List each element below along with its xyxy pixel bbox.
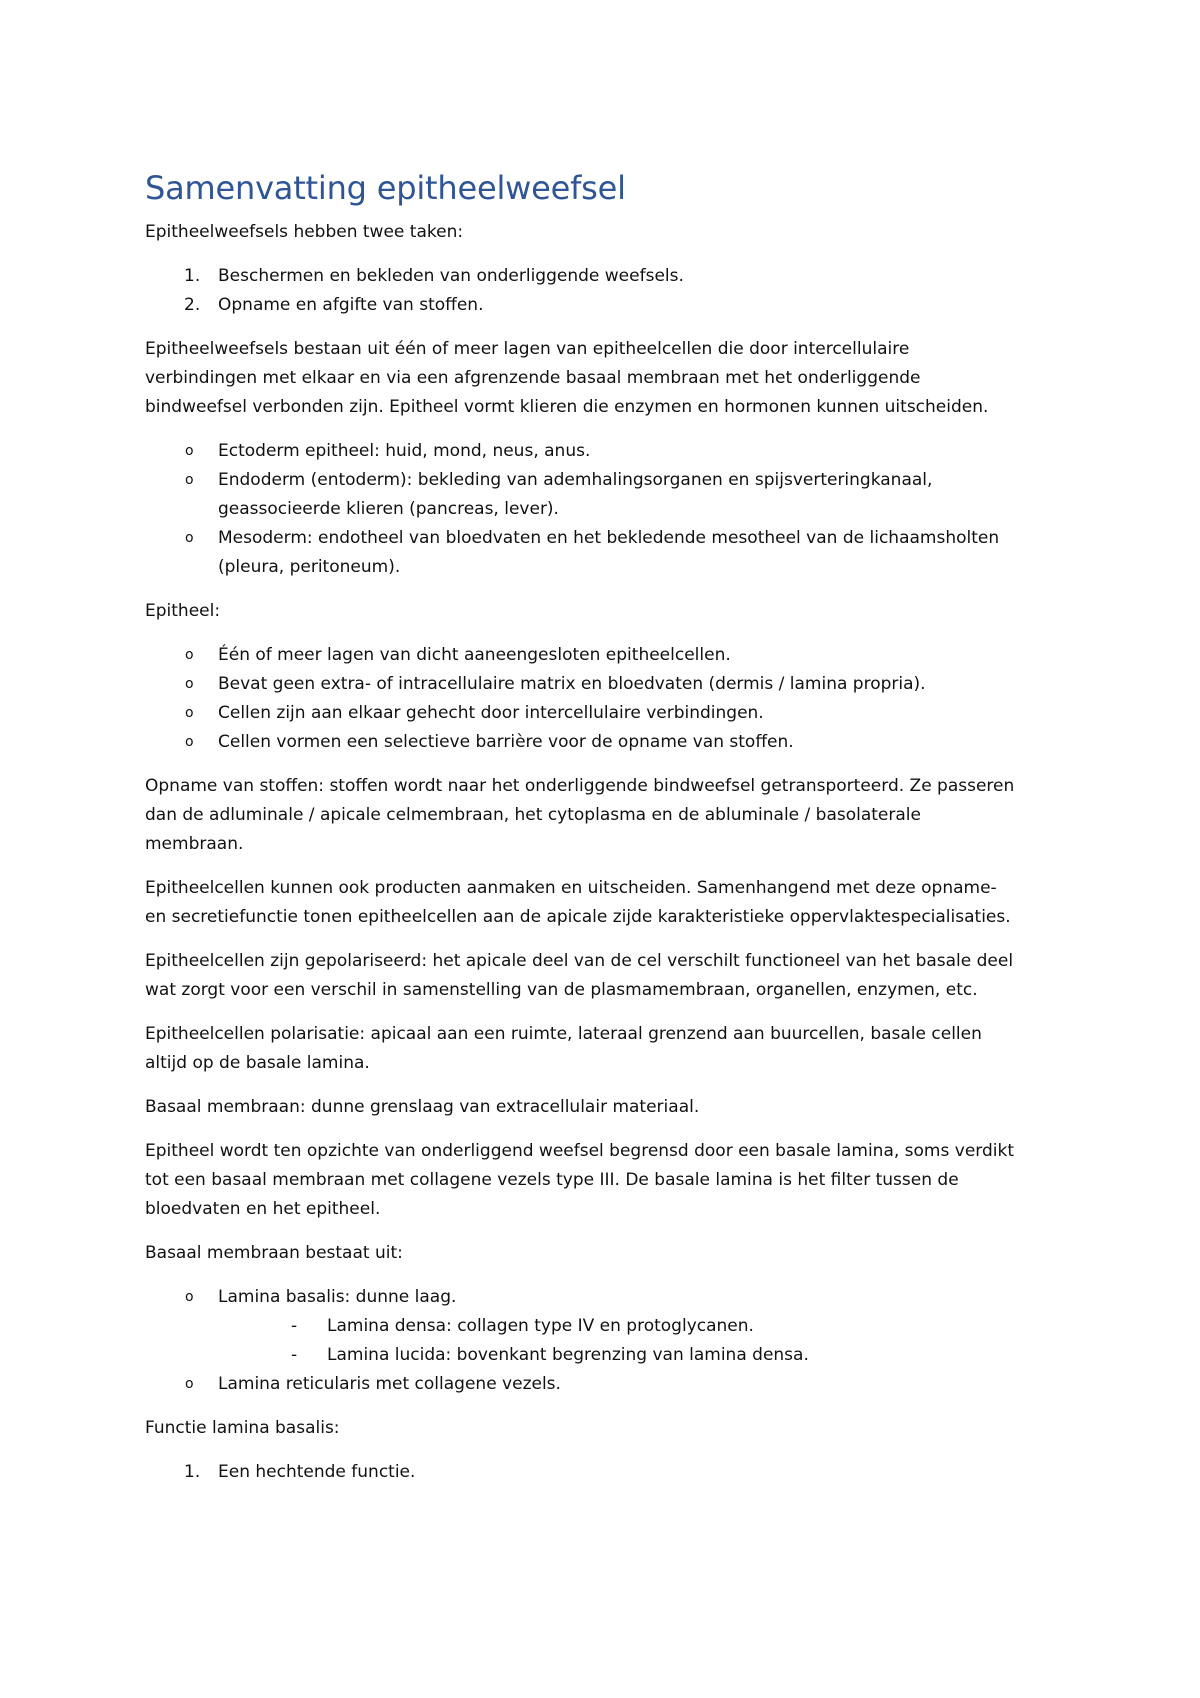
list-item-text: Lamina densa: collagen type IV en protoglycanen. (327, 1316, 754, 1336)
bullet-icon: o (185, 647, 194, 663)
list-item-text: Opname en afgifte van stoffen. (218, 295, 484, 315)
list-item (145, 524, 1075, 582)
list-number: 1. (184, 1462, 201, 1482)
list-item-text: Lamina lucida: bovenkant begrenzing van lamina densa. (327, 1345, 809, 1365)
list-item-text: Ectoderm epitheel: huid, mond, neus, anus. (218, 441, 591, 461)
paragraph-line: Epitheel wordt ten opzichte van onderliggend weefsel begrensd door een basale lamina, soms verdikt (145, 1141, 1014, 1161)
list-item (145, 437, 1075, 466)
paragraph-line: verbindingen met elkaar en via een afgrenzende basaal membraan met het onderliggende (145, 368, 921, 388)
paragraph-line: bindweefsel verbonden zijn. Epitheel vormt klieren die enzymen en hormonen kunnen uitscheiden. (145, 397, 989, 417)
dash-icon: - (291, 1345, 298, 1365)
bullet-icon: o (185, 676, 194, 692)
bullet-icon: o (185, 472, 194, 488)
basaal-heading: Basaal membraan bestaat uit: (145, 1243, 403, 1263)
sub-list-item (145, 1341, 1075, 1370)
list-item (145, 466, 1075, 524)
paragraph-line: bloedvaten en het epitheel. (145, 1199, 381, 1219)
paragraph-basaal: Basaal membraan: dunne grenslaag van extracellulair materiaal. (145, 1097, 700, 1117)
paragraph-opname (145, 772, 1075, 859)
paragraph-line: tot een basaal membraan met collagene vezels type III. De basale lamina is het filter tussen de (145, 1170, 959, 1190)
paragraph-producten (145, 874, 1075, 932)
list-item-text: Lamina reticularis met collagene vezels. (218, 1374, 561, 1394)
list-item-text: Mesoderm: endotheel van bloedvaten en het bekledende mesotheel van de lichaamsholten (218, 528, 1000, 548)
bullet-icon: o (185, 1289, 194, 1305)
list-item (145, 699, 1075, 728)
paragraph-line: en secretiefunctie tonen epitheelcellen aan de apicale zijde karakteristieke oppervlaktespecialisaties. (145, 907, 1011, 927)
paragraph-line: Epitheelcellen kunnen ook producten aanmaken en uitscheiden. Samenhangend met deze opname- (145, 878, 997, 898)
sub-list-item (145, 1312, 1075, 1341)
list-item (145, 1283, 1075, 1312)
basaal-list (145, 1283, 1075, 1399)
paragraph-line: wat zorgt voor een verschil in samenstelling van de plasmamembraan, organellen, enzymen, etc. (145, 980, 978, 1000)
list-item (145, 670, 1075, 699)
paragraph-layers (145, 335, 1075, 422)
list-item-text: Endoderm (entoderm): bekleding van ademhalingsorganen en spijsverteringkanaal, (218, 470, 933, 490)
intro-text: Epitheelweefsels hebben twee taken: (145, 222, 464, 242)
bullet-icon: o (185, 530, 194, 546)
list-item (145, 728, 1075, 757)
paragraph-line: altijd op de basale lamina. (145, 1053, 370, 1073)
paragraph-begrensd (145, 1137, 1075, 1224)
bullet-icon: o (185, 443, 194, 459)
list-item-text: Bevat geen extra- of intracellulaire matrix en bloedvaten (dermis / lamina propria). (218, 674, 926, 694)
paragraph-line: Epitheelweefsels bestaan uit één of meer lagen van epitheelcellen die door intercellulaire (145, 339, 910, 359)
paragraph-line: Opname van stoffen: stoffen wordt naar het onderliggende bindweefsel getransporteerd. Ze passeren (145, 776, 1015, 796)
bullet-icon: o (185, 1376, 194, 1392)
list-item-text: Een hechtende functie. (218, 1462, 416, 1482)
paragraph-line: membraan. (145, 834, 244, 854)
bullet-icon: o (185, 705, 194, 721)
functie-heading: Functie lamina basalis: (145, 1418, 340, 1438)
epitheel-list (145, 641, 1075, 757)
paragraph-line: Epitheelcellen polarisatie: apicaal aan een ruimte, lateraal grenzend aan buurcellen, basale cellen (145, 1024, 982, 1044)
list-item-text: geassocieerde klieren (pancreas, lever). (218, 499, 559, 519)
paragraph-gepolariseerd (145, 947, 1075, 1005)
list-item (145, 1370, 1075, 1399)
dash-icon: - (291, 1316, 298, 1336)
list-item-text: Cellen zijn aan elkaar gehecht door intercellulaire verbindingen. (218, 703, 764, 723)
list-item (145, 291, 1075, 320)
list-item (145, 641, 1075, 670)
germ-layers-list (145, 437, 1075, 582)
list-item-text: Één of meer lagen van dicht aaneengesloten epitheelcellen. (218, 645, 731, 665)
epitheel-heading: Epitheel: (145, 601, 221, 621)
functie-list (145, 1458, 1075, 1487)
document-page (145, 168, 1075, 1502)
bullet-icon: o (185, 734, 194, 750)
document-title: Samenvatting epitheelweefsel (145, 169, 626, 207)
paragraph-line: dan de adluminale / apicale celmembraan, het cytoplasma en de abluminale / basolaterale (145, 805, 921, 825)
paragraph-polarisatie (145, 1020, 1075, 1078)
list-number: 2. (184, 295, 201, 315)
list-item (145, 262, 1075, 291)
paragraph-line: Epitheelcellen zijn gepolariseerd: het apicale deel van de cel verschilt functioneel van het basale deel (145, 951, 1014, 971)
list-item-text: Beschermen en bekleden van onderliggende weefsels. (218, 266, 684, 286)
list-item-text: (pleura, peritoneum). (218, 557, 401, 577)
list-number: 1. (184, 266, 201, 286)
list-item-text: Cellen vormen een selectieve barrière voor de opname van stoffen. (218, 732, 794, 752)
tasks-list (145, 262, 1075, 320)
list-item (145, 1458, 1075, 1487)
list-item-text: Lamina basalis: dunne laag. (218, 1287, 457, 1307)
